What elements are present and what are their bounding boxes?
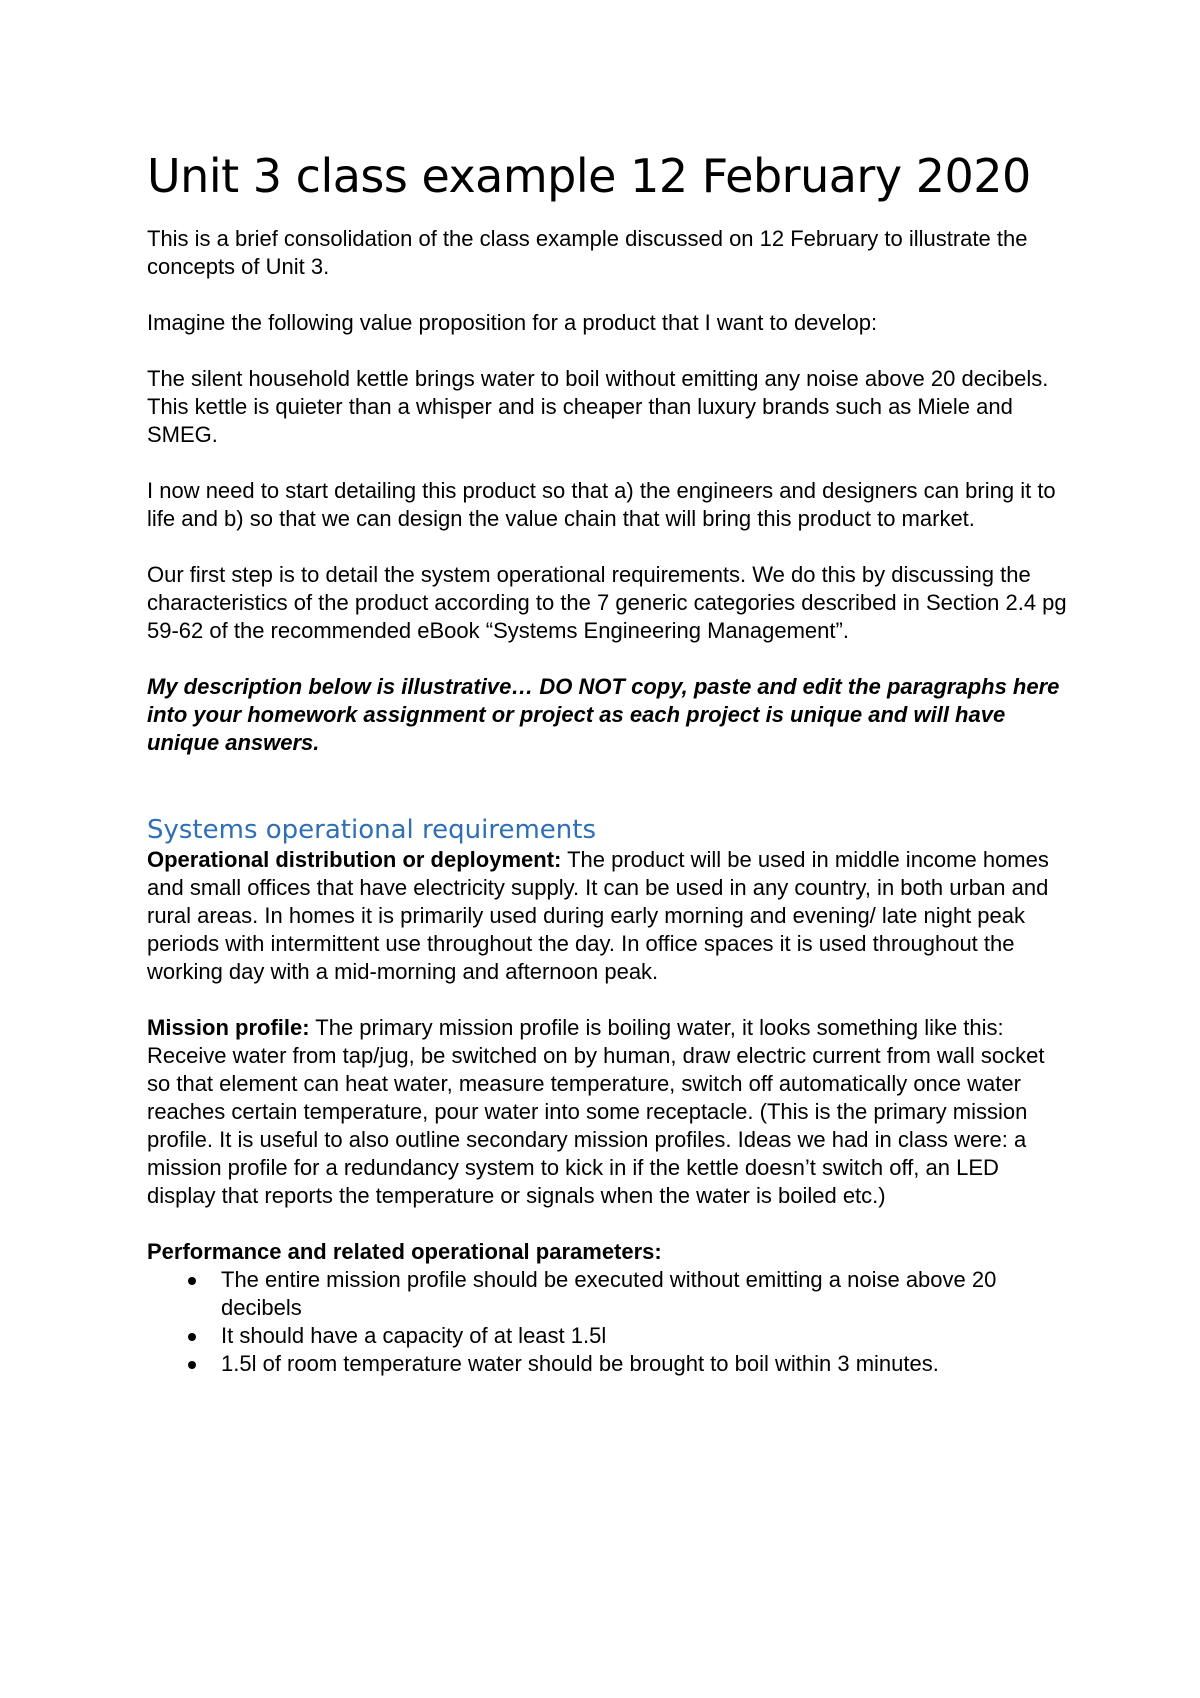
mission-paragraph: [147, 1014, 1067, 1210]
warning-paragraph: My description below is illustrative… DO NOT copy, paste and edit the paragraphs here into your homework assignment or project as each project is unique and will have unique answers.: [147, 673, 1060, 755]
bullet-icon: [188, 1333, 196, 1341]
first-step-paragraph: Our first step is to detail the system operational requirements. We do this by discussing the characteristics of the product according to the 7 generic categories described in Section 2.4 pg 59-62 of the recommended eBook “Systems Engineering Management”.: [147, 561, 1067, 643]
performance-label: Performance and related operational parameters:: [147, 1239, 662, 1265]
list-item-text: It should have a capacity of at least 1.5l: [221, 1323, 607, 1349]
list-item-text: The entire mission profile should be executed without emitting a noise above 20 decibels: [221, 1267, 997, 1321]
performance-list: [147, 1266, 1067, 1378]
performance-paragraph: [147, 1238, 1067, 1266]
list-item-text: 1.5l of room temperature water should be brought to boil within 3 minutes.: [221, 1351, 939, 1377]
mission-text: The primary mission profile is boiling water, it looks something like this: Receive water from tap/jug, be switched on by human, draw electric current from wall socket so that element can heat water, measure temperature, switch off automatically once water reaches certain temperature, pour water into some receptacle. (This is the primary mission profile. It is useful to also outline secondary mission profiles. Ideas we had in class were: a mission profile for a redundancy system to kick in if the kettle doesn’t switch off, an LED display that reports the temperature or signals when the water is boiled etc.): [147, 1015, 1045, 1209]
intro-paragraph: This is a brief consolidation of the class example discussed on 12 February to illustrate the concepts of Unit 3.: [147, 225, 1028, 279]
list-item: [147, 1350, 1067, 1378]
list-item: [147, 1322, 1067, 1350]
mission-label: Mission profile:: [147, 1015, 310, 1041]
distribution-paragraph: [147, 846, 1067, 986]
imagine-paragraph: Imagine the following value proposition for a product that I want to develop:: [147, 309, 878, 335]
value-proposition-paragraph: The silent household kettle brings water to boil without emitting any noise above 20 decibels. This kettle is quieter than a whisper and is cheaper than luxury brands such as Miele and SMEG.: [147, 365, 1049, 447]
bullet-icon: [188, 1361, 196, 1369]
detailing-paragraph: I now need to start detailing this product so that a) the engineers and designers can bring it to life and b) so that we can design the value chain that will bring this product to market.: [147, 477, 1056, 531]
distribution-text: The product will be used in middle income homes and small offices that have electricity supply. It can be used in any country, in both urban and rural areas. In homes it is primarily used during early morning and evening/ late night peak periods with intermittent use throughout the day. In office spaces it is used throughout the working day with a mid-morning and afternoon peak.: [147, 847, 1049, 985]
bullet-icon: [188, 1277, 196, 1285]
list-item: [147, 1266, 1067, 1322]
distribution-label: Operational distribution or deployment:: [147, 847, 562, 873]
section-heading: Systems operational requirements: [147, 814, 596, 845]
document-page: [147, 150, 1067, 1378]
document-title: Unit 3 class example 12 February 2020: [147, 149, 1031, 203]
